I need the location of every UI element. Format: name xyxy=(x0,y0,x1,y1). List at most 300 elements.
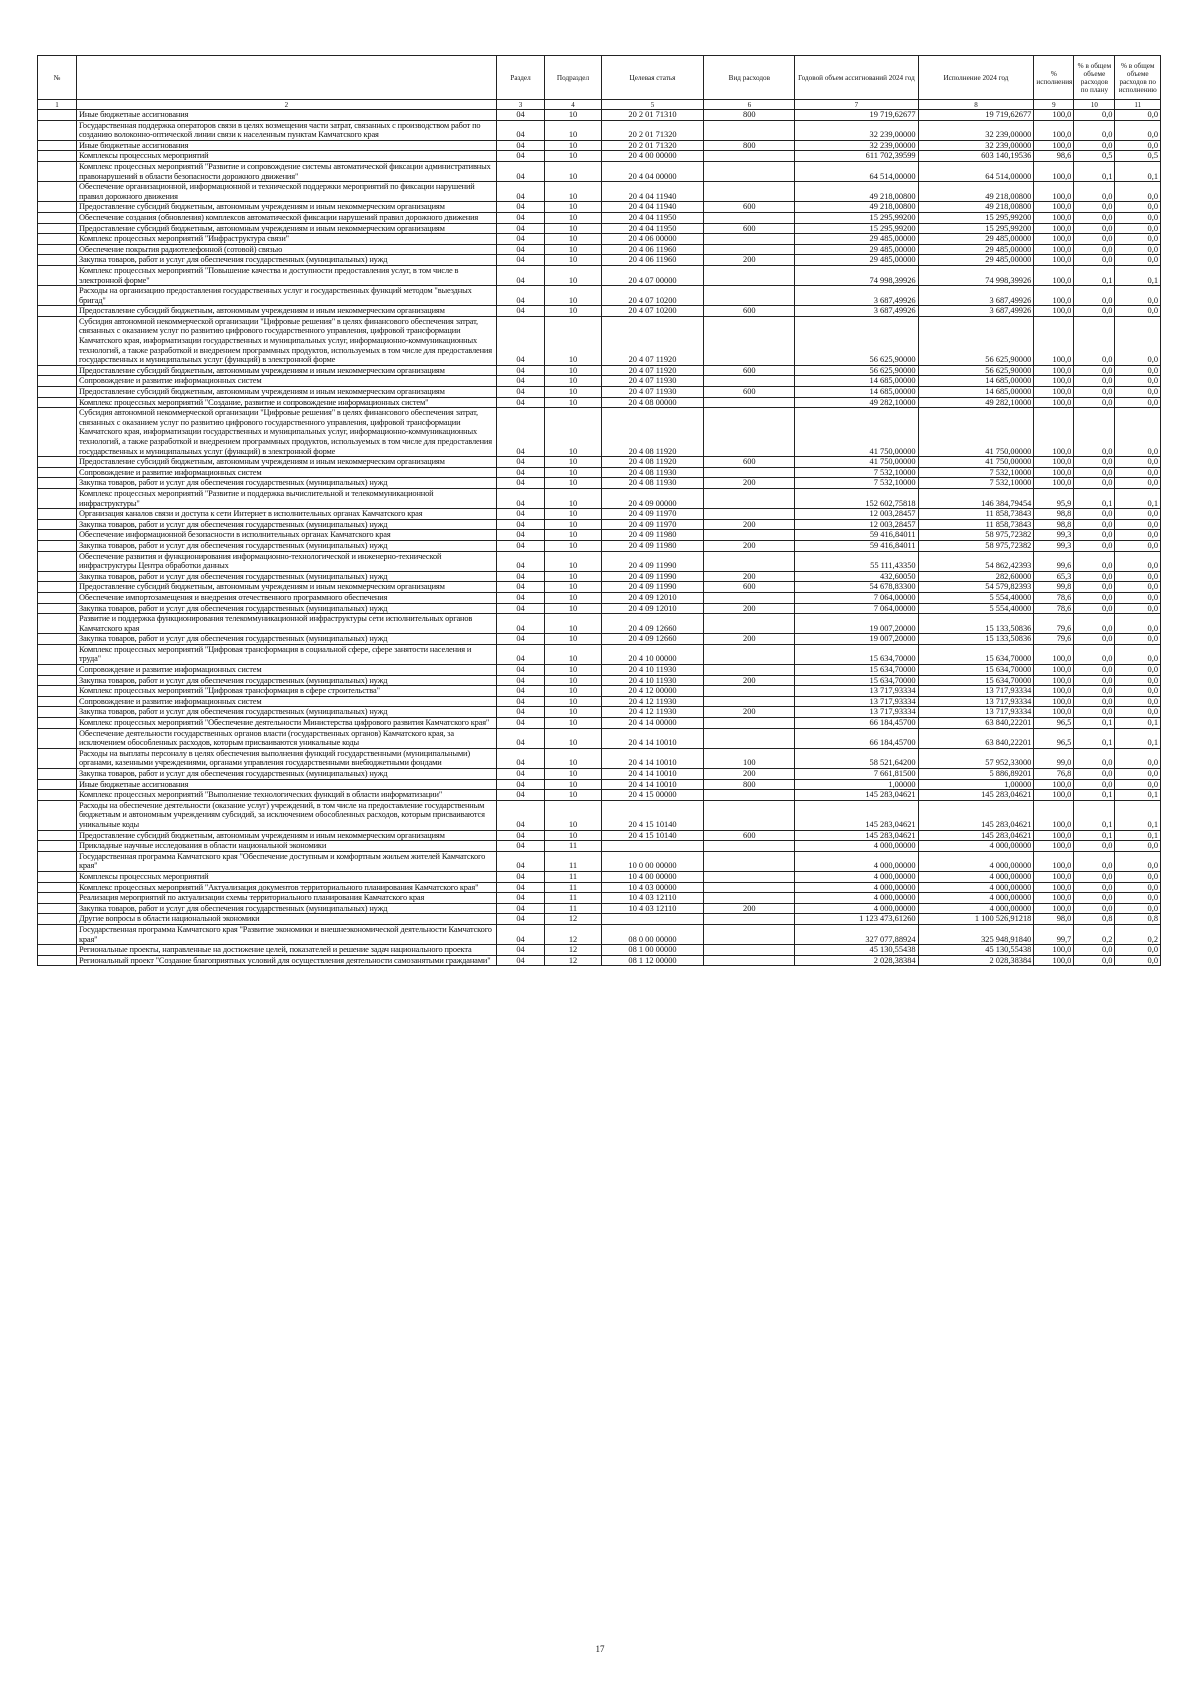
row-target-article-cell: 20 4 14 10010 xyxy=(601,748,704,768)
table-row xyxy=(38,467,1161,478)
row-expense-type-cell xyxy=(704,665,795,676)
row-share-plan-cell: 0,0 xyxy=(1074,903,1115,914)
row-fact-cell: 15 133,50836 xyxy=(918,614,1034,634)
row-number-cell xyxy=(38,841,77,852)
row-plan-cell: 3 687,49926 xyxy=(795,286,918,306)
table-row xyxy=(38,223,1161,234)
row-number-cell xyxy=(38,467,77,478)
row-podrazdel-cell: 10 xyxy=(545,223,601,234)
row-expense-type-cell: 200 xyxy=(704,903,795,914)
table-row xyxy=(38,509,1161,520)
row-expense-type-cell xyxy=(704,800,795,830)
row-fact-cell: 15 634,70000 xyxy=(918,665,1034,676)
row-share-fact-cell: 0,0 xyxy=(1115,851,1161,871)
row-expense-type-cell xyxy=(704,882,795,893)
row-fact-cell: 41 750,00000 xyxy=(918,408,1034,457)
row-podrazdel-cell: 10 xyxy=(545,397,601,408)
row-razdel-cell: 04 xyxy=(496,903,545,914)
row-number-cell xyxy=(38,234,77,245)
row-name-cell: Субсидия автономной некоммерческой организации "Цифровые решения" в целях финансового обеспечения затрат, связанных с оказанием услуг по развитию цифрового государственного управления, цифровой трансформации Камчатского края, информатизации государственных и муниципальных услуг, информационно-коммуникационных технологий, а также разработкой и внедрением программных продуктов, используемых в том числе для предоставления государственных и муниципальных услуг (функций) в электронной форме xyxy=(76,316,496,365)
row-name-cell: Закупка товаров, работ и услуг для обеспечения государственных (муниципальных) нужд xyxy=(76,634,496,645)
row-plan-cell: 19 007,20000 xyxy=(795,614,918,634)
row-fact-cell: 4 000,00000 xyxy=(918,882,1034,893)
table-row xyxy=(38,830,1161,841)
row-fact-cell: 11 858,73843 xyxy=(918,509,1034,520)
row-share-fact-cell: 0,0 xyxy=(1115,769,1161,780)
row-expense-type-cell xyxy=(704,182,795,202)
row-target-article-cell: 10 0 00 00000 xyxy=(601,851,704,871)
row-expense-type-cell xyxy=(704,696,795,707)
row-number-cell xyxy=(38,488,77,508)
row-share-plan-cell: 0,0 xyxy=(1074,140,1115,151)
row-name-cell: Комплексы процессных мероприятий xyxy=(76,871,496,882)
row-number-cell xyxy=(38,769,77,780)
row-share-plan-cell: 0,0 xyxy=(1074,707,1115,718)
row-target-article-cell: 20 4 09 11990 xyxy=(601,582,704,593)
row-razdel-cell: 04 xyxy=(496,509,545,520)
row-number-cell xyxy=(38,212,77,223)
table-row xyxy=(38,397,1161,408)
row-name-cell: Обеспечение создания (обновления) комплексов автоматической фиксации нарушений правил дорожного движения xyxy=(76,212,496,223)
row-name-cell: Сопровождение и развитие информационных систем xyxy=(76,696,496,707)
row-name-cell: Предоставление субсидий бюджетным, автономным учреждениям и иным некоммерческим организациям xyxy=(76,365,496,376)
row-share-plan-cell: 0,0 xyxy=(1074,519,1115,530)
row-share-plan-cell: 0,8 xyxy=(1074,914,1115,925)
header-row xyxy=(38,56,1161,100)
row-plan-cell: 41 750,00000 xyxy=(795,408,918,457)
row-target-article-cell: 20 4 09 11970 xyxy=(601,509,704,520)
row-name-cell: Закупка товаров, работ и услуг для обеспечения государственных (муниципальных) нужд xyxy=(76,603,496,614)
row-share-plan-cell: 0,0 xyxy=(1074,779,1115,790)
row-share-plan-cell: 0,0 xyxy=(1074,540,1115,551)
row-razdel-cell: 04 xyxy=(496,387,545,398)
row-plan-cell: 58 521,64200 xyxy=(795,748,918,768)
row-razdel-cell: 04 xyxy=(496,614,545,634)
row-plan-cell: 19 007,20000 xyxy=(795,634,918,645)
row-share-fact-cell: 0,0 xyxy=(1115,644,1161,664)
row-plan-cell: 145 283,04621 xyxy=(795,800,918,830)
row-target-article-cell: 10 4 03 12110 xyxy=(601,903,704,914)
row-share-fact-cell: 0,0 xyxy=(1115,603,1161,614)
row-pct-cell: 100,0 xyxy=(1034,945,1074,956)
table-row xyxy=(38,551,1161,571)
row-podrazdel-cell: 10 xyxy=(545,151,601,162)
table-row xyxy=(38,387,1161,398)
row-podrazdel-cell: 10 xyxy=(545,592,601,603)
row-fact-cell: 57 952,33000 xyxy=(918,748,1034,768)
row-name-cell: Прикладные научные исследования в области национальной экономики xyxy=(76,841,496,852)
col-number: 11 xyxy=(1115,100,1161,110)
row-plan-cell: 59 416,84011 xyxy=(795,530,918,541)
table-row xyxy=(38,408,1161,457)
row-target-article-cell: 20 4 07 10200 xyxy=(601,286,704,306)
row-razdel-cell: 04 xyxy=(496,286,545,306)
row-name-cell: Обеспечение организационной, информационной и технической поддержки мероприятий по фиксации нарушений правил дорожного движения xyxy=(76,182,496,202)
row-razdel-cell: 04 xyxy=(496,665,545,676)
row-target-article-cell: 20 4 08 00000 xyxy=(601,397,704,408)
row-share-fact-cell: 0,0 xyxy=(1115,871,1161,882)
row-target-article-cell: 20 4 14 10010 xyxy=(601,769,704,780)
row-share-fact-cell: 0,0 xyxy=(1115,882,1161,893)
row-name-cell: Комплекс процессных мероприятий "Создание, развитие и сопровождение информационных систем" xyxy=(76,397,496,408)
row-number-cell xyxy=(38,582,77,593)
row-razdel-cell: 04 xyxy=(496,914,545,925)
row-razdel-cell: 04 xyxy=(496,779,545,790)
row-number-cell xyxy=(38,244,77,255)
row-target-article-cell: 20 4 09 12010 xyxy=(601,603,704,614)
row-target-article-cell: 20 4 10 00000 xyxy=(601,644,704,664)
row-pct-cell: 100,0 xyxy=(1034,182,1074,202)
row-fact-cell: 63 840,22201 xyxy=(918,728,1034,748)
row-podrazdel-cell: 10 xyxy=(545,675,601,686)
row-target-article-cell: 10 4 03 12110 xyxy=(601,893,704,904)
row-plan-cell: 4 000,00000 xyxy=(795,882,918,893)
row-pct-cell: 78,6 xyxy=(1034,592,1074,603)
row-fact-cell: 49 218,00800 xyxy=(918,182,1034,202)
row-razdel-cell: 04 xyxy=(496,467,545,478)
row-fact-cell: 145 283,04621 xyxy=(918,830,1034,841)
row-share-fact-cell: 0,0 xyxy=(1115,665,1161,676)
row-pct-cell: 100,0 xyxy=(1034,376,1074,387)
row-razdel-cell: 04 xyxy=(496,110,545,121)
row-share-plan-cell: 0,0 xyxy=(1074,376,1115,387)
row-share-plan-cell: 0,0 xyxy=(1074,286,1115,306)
row-name-cell: Другие вопросы в области национальной экономики xyxy=(76,914,496,925)
row-expense-type-cell: 800 xyxy=(704,140,795,151)
row-pct-cell: 100,0 xyxy=(1034,202,1074,213)
row-expense-type-cell: 200 xyxy=(704,519,795,530)
row-plan-cell: 12 003,28457 xyxy=(795,509,918,520)
row-share-fact-cell: 0,0 xyxy=(1115,376,1161,387)
table-row xyxy=(38,893,1161,904)
row-plan-cell: 13 717,93334 xyxy=(795,696,918,707)
row-razdel-cell: 04 xyxy=(496,244,545,255)
col-header-fact: Исполнение 2024 год xyxy=(918,56,1034,100)
table-row xyxy=(38,120,1161,140)
row-share-fact-cell: 0,0 xyxy=(1115,478,1161,489)
row-number-cell xyxy=(38,457,77,468)
row-podrazdel-cell: 11 xyxy=(545,841,601,852)
row-name-cell: Организация каналов связи и доступа к сети Интернет в исполнительных органах Камчатского края xyxy=(76,509,496,520)
row-podrazdel-cell: 10 xyxy=(545,478,601,489)
row-expense-type-cell: 600 xyxy=(704,202,795,213)
row-expense-type-cell xyxy=(704,408,795,457)
row-number-cell xyxy=(38,110,77,121)
row-share-fact-cell: 0,0 xyxy=(1115,120,1161,140)
row-number-cell xyxy=(38,830,77,841)
row-podrazdel-cell: 10 xyxy=(545,408,601,457)
row-number-cell xyxy=(38,903,77,914)
row-razdel-cell: 04 xyxy=(496,790,545,801)
row-target-article-cell: 20 4 08 11920 xyxy=(601,457,704,468)
row-share-plan-cell: 0,0 xyxy=(1074,582,1115,593)
row-share-plan-cell: 0,0 xyxy=(1074,841,1115,852)
row-podrazdel-cell: 10 xyxy=(545,234,601,245)
row-name-cell: Комплекс процессных мероприятий "Развитие и сопровождение системы автоматической фиксации административных правонарушений в области безопасности дорожного движения" xyxy=(76,161,496,181)
row-fact-cell: 49 282,10000 xyxy=(918,397,1034,408)
table-row xyxy=(38,582,1161,593)
row-number-cell xyxy=(38,255,77,266)
row-plan-cell: 66 184,45700 xyxy=(795,728,918,748)
row-target-article-cell: 20 4 07 11930 xyxy=(601,387,704,398)
row-razdel-cell: 04 xyxy=(496,306,545,317)
row-podrazdel-cell: 10 xyxy=(545,467,601,478)
table-row xyxy=(38,769,1161,780)
table-row xyxy=(38,955,1161,966)
row-number-cell xyxy=(38,161,77,181)
row-number-cell xyxy=(38,675,77,686)
row-share-fact-cell: 0,0 xyxy=(1115,582,1161,593)
row-plan-cell: 1,00000 xyxy=(795,779,918,790)
row-name-cell: Комплексы процессных мероприятий xyxy=(76,151,496,162)
row-plan-cell: 41 750,00000 xyxy=(795,457,918,468)
row-razdel-cell: 04 xyxy=(496,955,545,966)
row-razdel-cell: 04 xyxy=(496,686,545,697)
row-name-cell: Расходы на выплаты персоналу в целях обеспечения выполнения функций государственными (муниципальными) органами, казенными учреждениями, органами управления государственными внебюджетными фондами xyxy=(76,748,496,768)
row-target-article-cell: 20 4 09 11990 xyxy=(601,571,704,582)
table-row xyxy=(38,376,1161,387)
row-number-cell xyxy=(38,728,77,748)
row-plan-cell: 59 416,84011 xyxy=(795,540,918,551)
row-number-cell xyxy=(38,592,77,603)
row-expense-type-cell: 600 xyxy=(704,223,795,234)
row-name-cell: Сопровождение и развитие информационных систем xyxy=(76,467,496,478)
row-expense-type-cell: 600 xyxy=(704,306,795,317)
row-razdel-cell: 04 xyxy=(496,748,545,768)
row-number-cell xyxy=(38,634,77,645)
row-target-article-cell xyxy=(601,914,704,925)
row-plan-cell: 4 000,00000 xyxy=(795,871,918,882)
row-share-plan-cell: 0,1 xyxy=(1074,800,1115,830)
row-plan-cell: 15 634,70000 xyxy=(795,644,918,664)
row-podrazdel-cell: 10 xyxy=(545,779,601,790)
row-target-article-cell: 20 4 04 11940 xyxy=(601,182,704,202)
row-plan-cell: 32 239,00000 xyxy=(795,120,918,140)
row-share-fact-cell: 0,0 xyxy=(1115,212,1161,223)
row-pct-cell: 100,0 xyxy=(1034,686,1074,697)
table-row xyxy=(38,903,1161,914)
row-target-article-cell: 08 1 00 00000 xyxy=(601,945,704,956)
row-share-fact-cell: 0,0 xyxy=(1115,202,1161,213)
row-number-cell xyxy=(38,571,77,582)
row-name-cell: Закупка товаров, работ и услуг для обеспечения государственных (муниципальных) нужд xyxy=(76,519,496,530)
row-pct-cell: 100,0 xyxy=(1034,286,1074,306)
row-razdel-cell: 04 xyxy=(496,540,545,551)
row-pct-cell: 96,5 xyxy=(1034,718,1074,729)
row-razdel-cell: 04 xyxy=(496,634,545,645)
row-razdel-cell: 04 xyxy=(496,376,545,387)
row-target-article-cell: 20 4 14 00000 xyxy=(601,718,704,729)
table-row xyxy=(38,519,1161,530)
row-pct-cell: 100,0 xyxy=(1034,365,1074,376)
row-expense-type-cell: 600 xyxy=(704,830,795,841)
row-share-fact-cell: 0,0 xyxy=(1115,255,1161,266)
row-target-article-cell: 20 4 09 11980 xyxy=(601,540,704,551)
row-name-cell: Обеспечение развития и функционирования информационно-технологической и инженерно-технической инфраструктуры Центра обработки данных xyxy=(76,551,496,571)
row-share-plan-cell: 0,0 xyxy=(1074,408,1115,457)
col-header-pct: % исполнения xyxy=(1034,56,1074,100)
row-pct-cell: 100,0 xyxy=(1034,316,1074,365)
row-expense-type-cell xyxy=(704,851,795,871)
row-pct-cell: 100,0 xyxy=(1034,903,1074,914)
row-pct-cell: 100,0 xyxy=(1034,800,1074,830)
row-expense-type-cell xyxy=(704,614,795,634)
row-fact-cell: 29 485,00000 xyxy=(918,255,1034,266)
row-pct-cell: 100,0 xyxy=(1034,397,1074,408)
table-row xyxy=(38,634,1161,645)
row-expense-type-cell xyxy=(704,893,795,904)
row-target-article-cell: 20 4 09 00000 xyxy=(601,488,704,508)
row-fact-cell: 5 886,89201 xyxy=(918,769,1034,780)
row-plan-cell: 49 282,10000 xyxy=(795,397,918,408)
row-pct-cell: 100,0 xyxy=(1034,665,1074,676)
table-row xyxy=(38,665,1161,676)
row-podrazdel-cell: 10 xyxy=(545,830,601,841)
row-share-fact-cell: 0,8 xyxy=(1115,914,1161,925)
row-podrazdel-cell: 10 xyxy=(545,551,601,571)
row-number-cell xyxy=(38,387,77,398)
row-razdel-cell: 04 xyxy=(496,800,545,830)
row-share-fact-cell: 0,0 xyxy=(1115,707,1161,718)
row-name-cell: Комплекс процессных мероприятий "Повышение качества и доступности предоставления услуг, в том числе в электронной форме" xyxy=(76,265,496,285)
row-fact-cell: 145 283,04621 xyxy=(918,800,1034,830)
row-podrazdel-cell: 10 xyxy=(545,376,601,387)
row-razdel-cell: 04 xyxy=(496,365,545,376)
row-name-cell: Закупка товаров, работ и услуг для обеспечения государственных (муниципальных) нужд xyxy=(76,903,496,914)
row-name-cell: Закупка товаров, работ и услуг для обеспечения государственных (муниципальных) нужд xyxy=(76,255,496,266)
row-number-cell xyxy=(38,800,77,830)
row-number-cell xyxy=(38,790,77,801)
table-row xyxy=(38,316,1161,365)
row-name-cell: Комплекс процессных мероприятий "Обеспечение деятельности Министерства цифрового развития Камчатского края" xyxy=(76,718,496,729)
row-podrazdel-cell: 12 xyxy=(545,945,601,956)
row-podrazdel-cell: 10 xyxy=(545,614,601,634)
row-plan-cell: 432,60050 xyxy=(795,571,918,582)
row-podrazdel-cell: 10 xyxy=(545,212,601,223)
row-share-fact-cell: 0,0 xyxy=(1115,140,1161,151)
row-share-fact-cell: 0,0 xyxy=(1115,519,1161,530)
row-expense-type-cell: 200 xyxy=(704,707,795,718)
row-podrazdel-cell: 10 xyxy=(545,255,601,266)
row-share-fact-cell: 0,0 xyxy=(1115,696,1161,707)
row-name-cell: Предоставление субсидий бюджетным, автономным учреждениям и иным некоммерческим организациям xyxy=(76,582,496,593)
col-number: 5 xyxy=(601,100,704,110)
row-share-plan-cell: 0,0 xyxy=(1074,551,1115,571)
row-plan-cell: 15 634,70000 xyxy=(795,665,918,676)
row-share-plan-cell: 0,0 xyxy=(1074,478,1115,489)
table-row xyxy=(38,530,1161,541)
row-podrazdel-cell: 11 xyxy=(545,893,601,904)
table-row xyxy=(38,790,1161,801)
row-podrazdel-cell: 10 xyxy=(545,769,601,780)
row-razdel-cell: 04 xyxy=(496,202,545,213)
row-target-article-cell: 20 4 07 10200 xyxy=(601,306,704,317)
row-expense-type-cell xyxy=(704,718,795,729)
table-row xyxy=(38,488,1161,508)
row-share-plan-cell: 0,0 xyxy=(1074,748,1115,768)
row-share-fact-cell: 0,1 xyxy=(1115,830,1161,841)
row-razdel-cell: 04 xyxy=(496,841,545,852)
row-pct-cell: 79,6 xyxy=(1034,614,1074,634)
row-number-cell xyxy=(38,696,77,707)
row-target-article-cell: 20 4 09 12010 xyxy=(601,592,704,603)
row-share-plan-cell: 0,5 xyxy=(1074,151,1115,162)
row-pct-cell: 79,6 xyxy=(1034,634,1074,645)
row-expense-type-cell: 200 xyxy=(704,675,795,686)
row-podrazdel-cell: 10 xyxy=(545,728,601,748)
row-target-article-cell: 20 4 15 10140 xyxy=(601,830,704,841)
row-number-cell xyxy=(38,882,77,893)
row-share-fact-cell: 0,1 xyxy=(1115,488,1161,508)
row-share-plan-cell: 0,2 xyxy=(1074,924,1115,944)
row-name-cell: Обеспечение импортозамещения и внедрения отечественного программного обеспечения xyxy=(76,592,496,603)
row-fact-cell: 54 862,42393 xyxy=(918,551,1034,571)
row-number-cell xyxy=(38,519,77,530)
row-razdel-cell: 04 xyxy=(496,728,545,748)
row-name-cell: Расходы на обеспечение деятельности (оказание услуг) учреждений, в том числе на предоставление государственным бюджетным и автономным учреждениям субсидий, за исключением обособленных расходов, которым присваиваются уникальные коды xyxy=(76,800,496,830)
row-pct-cell: 99,3 xyxy=(1034,530,1074,541)
row-plan-cell: 7 064,00000 xyxy=(795,592,918,603)
report-sheet xyxy=(37,55,1161,966)
row-fact-cell: 4 000,00000 xyxy=(918,851,1034,871)
row-share-plan-cell: 0,0 xyxy=(1074,686,1115,697)
row-plan-cell: 19 719,62677 xyxy=(795,110,918,121)
row-expense-type-cell xyxy=(704,509,795,520)
col-header-target-article: Целевая статья xyxy=(601,56,704,100)
row-number-cell xyxy=(38,151,77,162)
row-share-plan-cell: 0,0 xyxy=(1074,244,1115,255)
row-fact-cell: 56 625,90000 xyxy=(918,365,1034,376)
row-fact-cell: 58 975,72382 xyxy=(918,540,1034,551)
row-target-article-cell xyxy=(601,841,704,852)
row-share-plan-cell: 0,1 xyxy=(1074,830,1115,841)
row-number-cell xyxy=(38,120,77,140)
table-row xyxy=(38,779,1161,790)
row-plan-cell: 4 000,00000 xyxy=(795,893,918,904)
row-plan-cell: 49 218,00800 xyxy=(795,182,918,202)
row-share-fact-cell: 0,1 xyxy=(1115,728,1161,748)
row-expense-type-cell xyxy=(704,945,795,956)
row-plan-cell: 54 678,83300 xyxy=(795,582,918,593)
row-share-fact-cell: 0,0 xyxy=(1115,551,1161,571)
row-podrazdel-cell: 11 xyxy=(545,882,601,893)
row-plan-cell: 7 064,00000 xyxy=(795,603,918,614)
row-share-plan-cell: 0,0 xyxy=(1074,255,1115,266)
row-share-fact-cell: 0,1 xyxy=(1115,161,1161,181)
row-name-cell: Закупка товаров, работ и услуг для обеспечения государственных (муниципальных) нужд xyxy=(76,571,496,582)
row-fact-cell: 13 717,93334 xyxy=(918,686,1034,697)
row-expense-type-cell xyxy=(704,376,795,387)
table-row xyxy=(38,718,1161,729)
row-target-article-cell: 20 4 06 11960 xyxy=(601,244,704,255)
row-podrazdel-cell: 11 xyxy=(545,851,601,871)
row-fact-cell: 1,00000 xyxy=(918,779,1034,790)
row-name-cell: Предоставление субсидий бюджетным, автономным учреждениям и иным некоммерческим организациям xyxy=(76,306,496,317)
row-podrazdel-cell: 10 xyxy=(545,530,601,541)
row-pct-cell: 98,6 xyxy=(1034,151,1074,162)
row-fact-cell: 29 485,00000 xyxy=(918,244,1034,255)
row-plan-cell: 15 295,99200 xyxy=(795,223,918,234)
table-row xyxy=(38,265,1161,285)
row-number-cell xyxy=(38,924,77,944)
table-row xyxy=(38,748,1161,768)
row-razdel-cell: 04 xyxy=(496,120,545,140)
row-pct-cell: 100,0 xyxy=(1034,244,1074,255)
row-expense-type-cell xyxy=(704,955,795,966)
row-fact-cell: 145 283,04621 xyxy=(918,790,1034,801)
table-row xyxy=(38,161,1161,181)
row-expense-type-cell xyxy=(704,592,795,603)
